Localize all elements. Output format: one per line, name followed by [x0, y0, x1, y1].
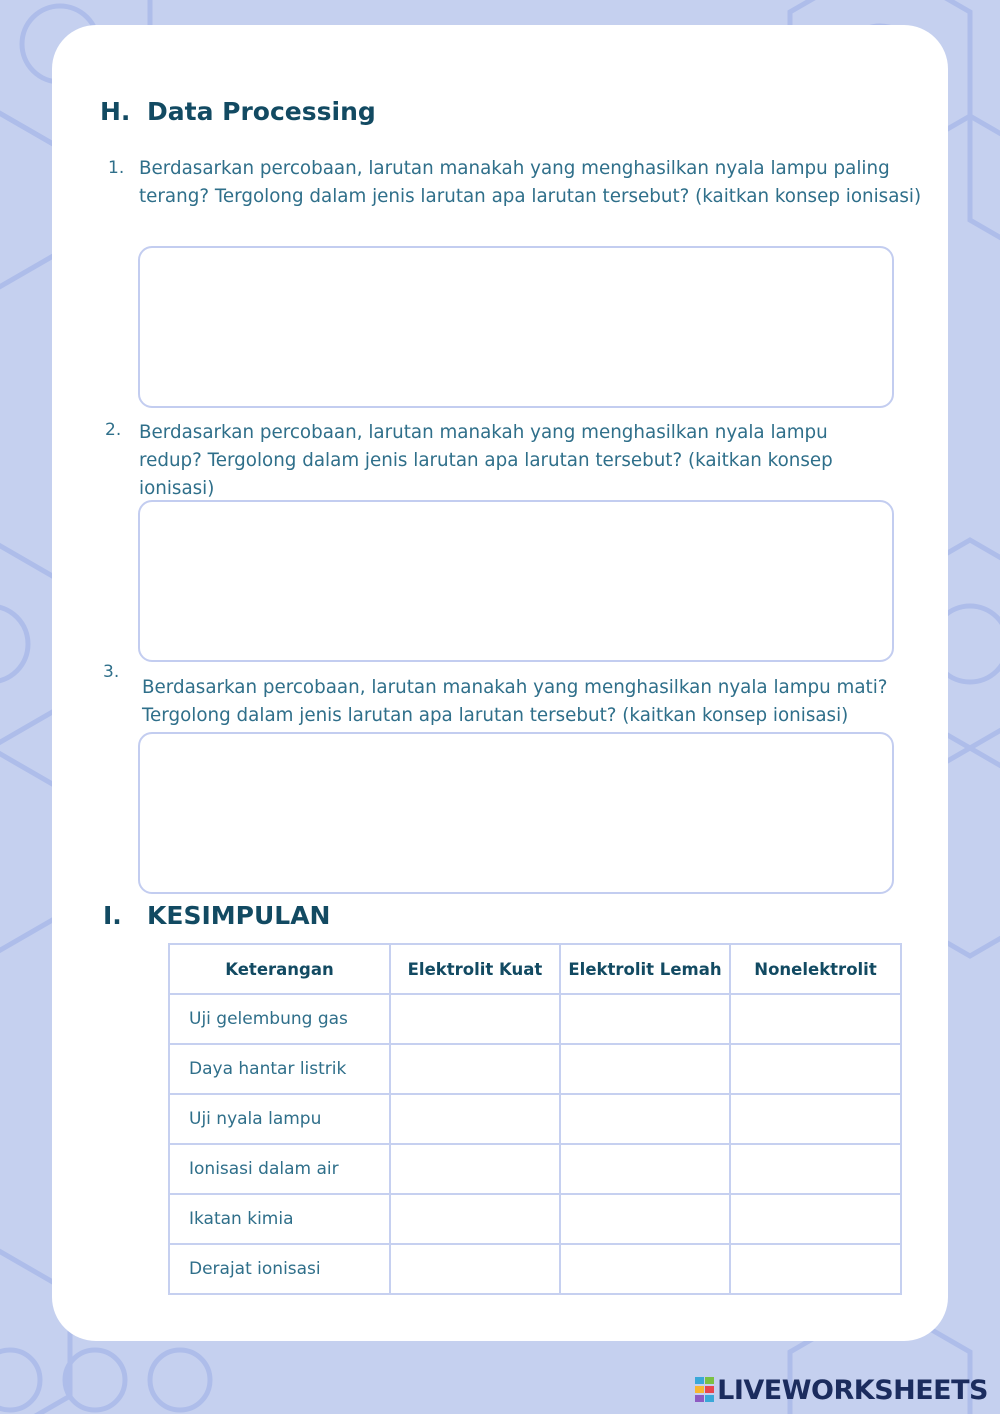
cell-input[interactable]: [561, 1245, 729, 1293]
cell-input[interactable]: [391, 1245, 559, 1293]
cell-input[interactable]: [731, 1195, 900, 1243]
answer-cell[interactable]: [560, 994, 730, 1044]
question-3-answer-box[interactable]: [138, 732, 894, 894]
table-row: [169, 1094, 901, 1144]
cell-input[interactable]: [731, 1145, 900, 1193]
answer-cell[interactable]: [730, 1094, 901, 1144]
kesimpulan-table: [168, 943, 902, 1295]
cell-input[interactable]: [561, 995, 729, 1043]
cell-input[interactable]: [391, 1145, 559, 1193]
cell-input[interactable]: [391, 1195, 559, 1243]
question-1-number: 1.: [108, 158, 125, 178]
section-i-title: KESIMPULAN: [147, 901, 331, 930]
row-label: Daya hantar listrik: [169, 1044, 390, 1094]
cell-input[interactable]: [561, 1195, 729, 1243]
liveworksheets-logo-icon: [695, 1375, 715, 1405]
answer-cell[interactable]: [390, 1094, 560, 1144]
question-2-number: 2.: [105, 420, 122, 440]
cell-input[interactable]: [561, 1145, 729, 1193]
liveworksheets-wordmark: LIVEWORKSHEETS: [717, 1374, 988, 1406]
answer-cell[interactable]: [560, 1044, 730, 1094]
table-row: [169, 1194, 901, 1244]
answer-cell[interactable]: [560, 1144, 730, 1194]
answer-cell[interactable]: [390, 1194, 560, 1244]
row-label: Uji gelembung gas: [169, 994, 390, 1044]
liveworksheets-brand: [695, 1372, 988, 1408]
answer-cell[interactable]: [730, 994, 901, 1044]
cell-input[interactable]: [561, 1045, 729, 1093]
header-elektrolit-kuat: Elektrolit Kuat: [390, 944, 560, 994]
table-row: [169, 1044, 901, 1094]
question-3-text: Berdasarkan percobaan, larutan manakah yang menghasilkan nyala lampu mati? Tergolong dalam jenis larutan apa larutan tersebut? (kaitkan konsep ionisasi): [142, 677, 888, 726]
question-1-text: Berdasarkan percobaan, larutan manakah yang menghasilkan nyala lampu paling terang? Tergolong dalam jenis larutan apa larutan tersebut? (kaitkan konsep ionisasi): [139, 158, 922, 207]
answer-cell[interactable]: [730, 1144, 901, 1194]
table-row: [169, 1244, 901, 1294]
cell-input[interactable]: [391, 1095, 559, 1143]
cell-input[interactable]: [391, 995, 559, 1043]
question-2-answer-box[interactable]: [138, 500, 894, 662]
table-row: [169, 1144, 901, 1194]
answer-cell[interactable]: [730, 1194, 901, 1244]
table-row: [169, 994, 901, 1044]
header-keterangan: Keterangan: [169, 944, 390, 994]
header-elektrolit-lemah: Elektrolit Lemah: [560, 944, 730, 994]
header-nonelektrolit: Nonelektrolit: [730, 944, 901, 994]
cell-input[interactable]: [731, 1045, 900, 1093]
answer-cell[interactable]: [390, 994, 560, 1044]
answer-cell[interactable]: [560, 1244, 730, 1294]
section-h-title: Data Processing: [147, 97, 376, 126]
answer-cell[interactable]: [390, 1244, 560, 1294]
question-1-answer-box[interactable]: [138, 246, 894, 408]
question-2-text: Berdasarkan percobaan, larutan manakah yang menghasilkan nyala lampu redup? Tergolong dalam jenis larutan apa larutan tersebut? (kaitkan konsep ionisasi): [139, 422, 833, 499]
answer-cell[interactable]: [560, 1194, 730, 1244]
section-h-letter: H.: [100, 97, 131, 126]
cell-input[interactable]: [391, 1045, 559, 1093]
row-label: Ionisasi dalam air: [169, 1144, 390, 1194]
table-header-row: [169, 944, 901, 994]
answer-cell[interactable]: [560, 1094, 730, 1144]
row-label: Derajat ionisasi: [169, 1244, 390, 1294]
answer-cell[interactable]: [730, 1044, 901, 1094]
section-i-letter: I.: [103, 901, 122, 930]
answer-cell[interactable]: [390, 1044, 560, 1094]
answer-cell[interactable]: [390, 1144, 560, 1194]
cell-input[interactable]: [731, 1095, 900, 1143]
cell-input[interactable]: [561, 1095, 729, 1143]
question-3-number: 3.: [103, 662, 120, 682]
cell-input[interactable]: [731, 995, 900, 1043]
answer-cell[interactable]: [730, 1244, 901, 1294]
row-label: Uji nyala lampu: [169, 1094, 390, 1144]
row-label: Ikatan kimia: [169, 1194, 390, 1244]
cell-input[interactable]: [731, 1245, 900, 1293]
